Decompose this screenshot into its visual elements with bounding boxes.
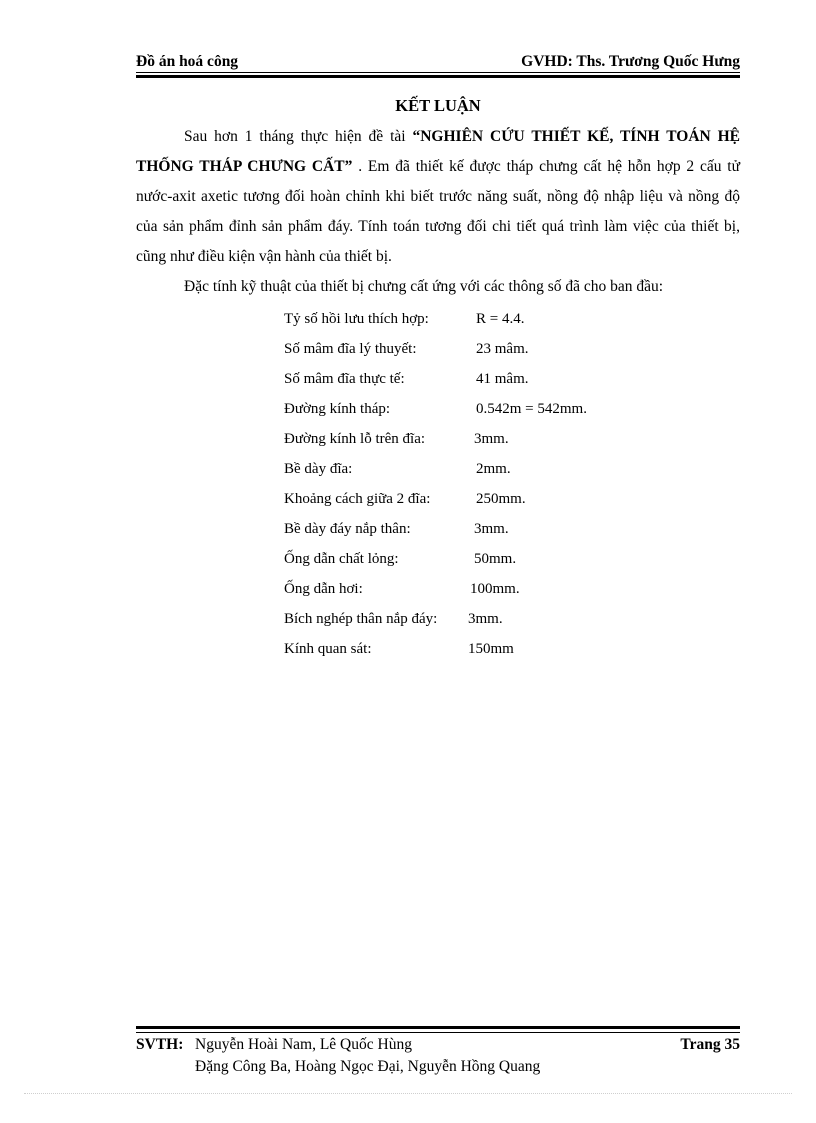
spec-label: Đường kính lỗ trên đĩa:	[284, 431, 426, 447]
spec-value: 2mm.	[476, 461, 511, 477]
page-edge-divider	[24, 1093, 792, 1094]
spec-value: 150mm	[468, 641, 514, 657]
spec-label: Tỷ số hồi lưu thích hợp:	[284, 311, 429, 327]
topic-title: “NGHIÊN CỨU THIẾT KẾ, TÍNH TOÁN HỆ THỐNG THÁP CHƯNG CẤT”	[136, 128, 740, 175]
spec-label: Ống dẫn hơi:	[284, 581, 363, 597]
footer-rule-thick	[136, 1026, 740, 1029]
paragraph-specs-intro: Đặc tính kỹ thuật của thiết bị chưng cất ứng với các thông số đã cho ban đầu:	[184, 278, 664, 295]
spec-label: Bề dày đĩa:	[284, 461, 353, 477]
spec-label: Khoảng cách giữa 2 đĩa:	[284, 491, 431, 507]
paragraph-intro	[136, 122, 740, 272]
svth-label: SVTH:	[136, 1036, 184, 1053]
spec-label: Đường kính tháp:	[284, 401, 391, 417]
spec-value: 3mm.	[468, 611, 503, 627]
spec-label: Ống dẫn chất lỏng:	[284, 551, 399, 567]
spec-value: 3mm.	[474, 431, 509, 447]
page-footer	[136, 1036, 740, 1080]
spec-label: Số mâm đĩa lý thuyết:	[284, 341, 417, 357]
intro-text: Sau hơn 1 tháng thực hiện đề tài	[184, 128, 413, 145]
spec-value: 50mm.	[474, 551, 517, 567]
course-title: Đồ án hoá công	[136, 53, 239, 70]
spec-label: Kính quan sát:	[284, 641, 372, 657]
spec-value: 250mm.	[476, 491, 526, 507]
page-header	[136, 49, 740, 71]
page-number: Trang 35	[680, 1036, 740, 1053]
spec-value: 3mm.	[474, 521, 509, 537]
spec-label: Bề dày đáy nắp thân:	[284, 521, 411, 537]
spec-label: Số mâm đĩa thực tế:	[284, 371, 405, 387]
authors-line-2: Đặng Công Ba, Hoàng Ngọc Đại, Nguyễn Hồng Quang	[195, 1058, 541, 1075]
spec-value: 100mm.	[470, 581, 520, 597]
intro-rest: . Em đã thiết kế được tháp chưng cất hệ hỗn hợp 2 cấu tử nước-axit axetic tương đối hoàn chỉnh khi biết trước năng suất, nồng độ nhập liệu và nồng độ của sản phẩm đỉnh sản phẩm đáy. Tính toán tương đối chi tiết quá trình làm việc của thiết bị, cũng như điều kiện vận hành của thiết bị.	[136, 158, 740, 265]
spec-label: Bích nghép thân nắp đáy:	[284, 611, 438, 627]
spec-value: 0.542m = 542mm.	[476, 401, 587, 417]
supervisor: GVHD: Ths. Trương Quốc Hưng	[521, 53, 740, 70]
header-rule-thick	[136, 75, 740, 78]
spec-value: 23 mâm.	[476, 341, 529, 357]
conclusion-body	[136, 122, 740, 302]
spec-value: 41 mâm.	[476, 371, 529, 387]
header-rule-thin	[136, 72, 740, 73]
section-title: KẾT LUẬN	[395, 96, 481, 115]
authors-line-1: Nguyễn Hoài Nam, Lê Quốc Hùng	[195, 1036, 412, 1053]
footer-rule-thin	[136, 1032, 740, 1033]
spec-value: R = 4.4.	[476, 311, 525, 327]
